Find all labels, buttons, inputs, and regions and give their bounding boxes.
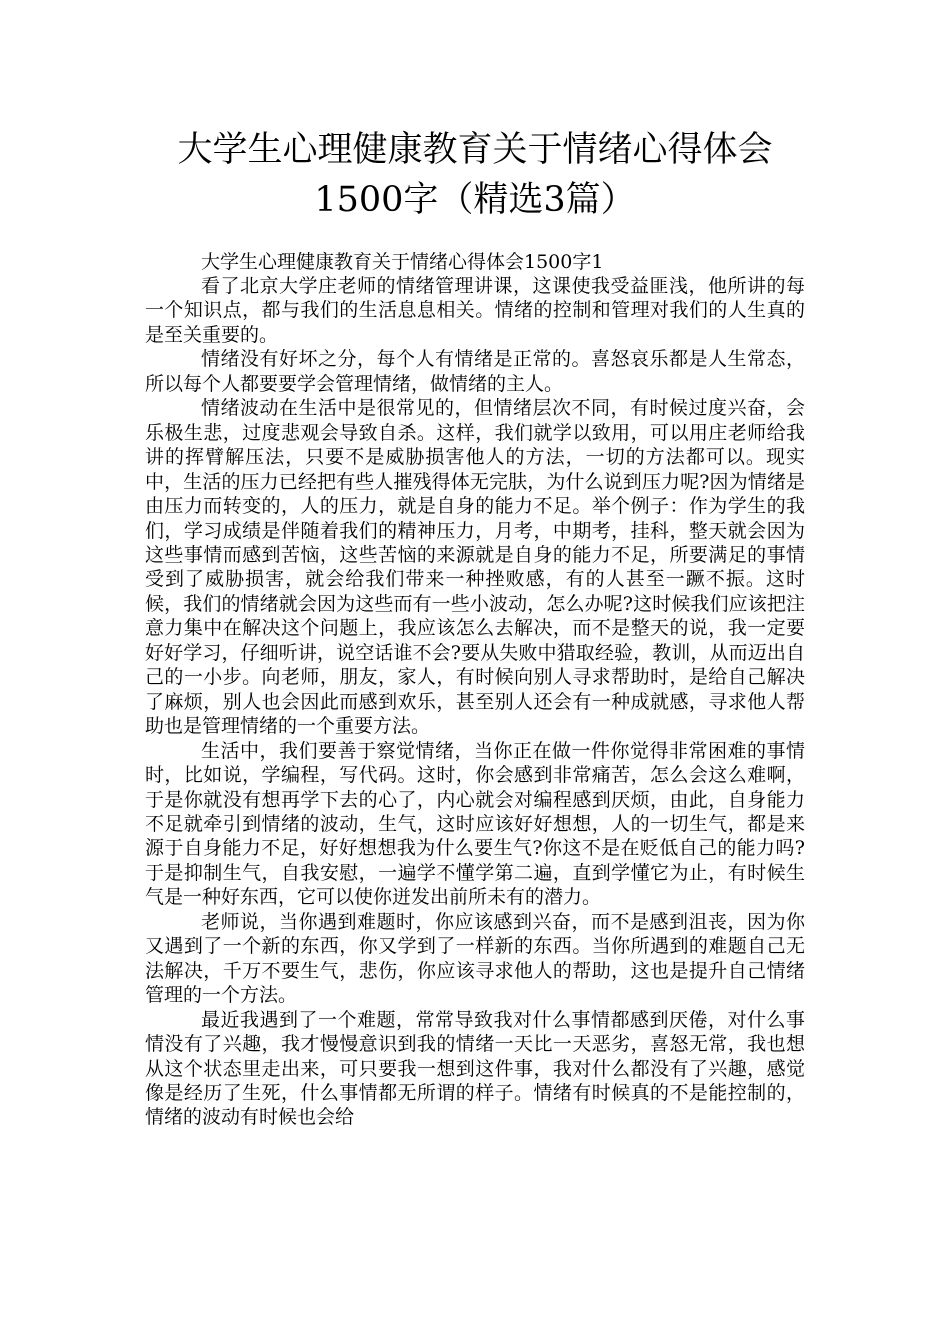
paragraph-6: 最近我遇到了一个难题，常常导致我对什么事情都感到厌倦，对什么事情没有了兴趣，我才慢慢意识到我的情绪一天比一天恶劣，喜怒无常，我也想从这个状态里走出来，可只要我一想到这件事，我对什么都没有了兴趣，感觉像是经历了生死，什么事情都无所谓的样子。情绪有时候真的不是能控制的，情绪的波动有时候也会给 (145, 1008, 805, 1129)
document-body (145, 250, 805, 1130)
document-title-line-1: 大学生心理健康教育关于情绪心得体会 (177, 130, 773, 170)
document-title-line-2: 1500字（精选3篇） (314, 180, 636, 220)
paragraph-5: 老师说，当你遇到难题时，你应该感到兴奋，而不是感到沮丧，因为你又遇到了一个新的东西，你又学到了一样新的东西。当你所遇到的难题自己无法解决，千万不要生气，悲伤，你应该寻求他人的帮助，这也是提升自己情绪管理的一个方法。 (145, 910, 805, 1007)
paragraph-1: 看了北京大学庄老师的情绪管理讲课，这课使我受益匪浅，他所讲的每一个知识点，都与我们的生活息息相关。情绪的控制和管理对我们的人生真的是至关重要的。 (145, 275, 805, 346)
paragraph-4: 生活中，我们要善于察觉情绪，当你正在做一件你觉得非常困难的事情时，比如说，学编程，写代码。这时，你会感到非常痛苦，怎么会这么难啊，于是你就没有想再学下去的心了，内心就会对编程感到厌烦，由此，自身能力不足就牵引到情绪的波动，生气，这时应该好好想想，人的一切生气，都是来源于自身能力不足，好好想想我为什么要生气?你这不是在贬低自己的能力吗?于是抑制生气，自我安慰，一遍学不懂学第二遍，直到学懂它为止，有时候生气是一种好东西，它可以使你迸发出前所未有的潜力。 (145, 739, 805, 909)
paragraph-3: 情绪波动在生活中是很常见的，但情绪层次不同，有时候过度兴奋，会乐极生悲，过度悲观会导致自杀。这样，我们就学以致用，可以用庄老师给我讲的挥臂解压法，只要不是威胁损害他人的方法，一切的方法都可以。现实中，生活的压力已经把有些人摧残得体无完肤，为什么说到压力呢?因为情绪是由压力而转变的，人的压力，就是自身的能力不足。举个例子：作为学生的我们，学习成绩是伴随着我们的精神压力，月考，中期考，挂科，整天就会因为这些事情而感到苦恼，这些苦恼的来源就是自身的能力不足，所要满足的事情受到了威胁损害，就会给我们带来一种挫败感，有的人甚至一蹶不振。这时候，我们的情绪就会因为这些而有一些小波动，怎么办呢?这时候我们应该把注意力集中在解决这个问题上，我应该怎么去解决，而不是整天的说，我一定要好好学习，仔细听讲，说空话谁不会?要从失败中猎取经验，教训，从而迈出自己的一小步。向老师，朋友，家人，有时候向别人寻求帮助时，是给自己解决了麻烦，别人也会因此而感到欢乐，甚至别人还会有一种成就感，寻求他人帮助也是管理情绪的一个重要方法。 (145, 397, 805, 738)
paragraph-2: 情绪没有好坏之分，每个人有情绪是正常的。喜怒哀乐都是人生常态，所以每个人都要要学会管理情绪，做情绪的主人。 (145, 348, 805, 395)
section-subheading: 大学生心理健康教育关于情绪心得体会1500字1 (201, 251, 604, 273)
